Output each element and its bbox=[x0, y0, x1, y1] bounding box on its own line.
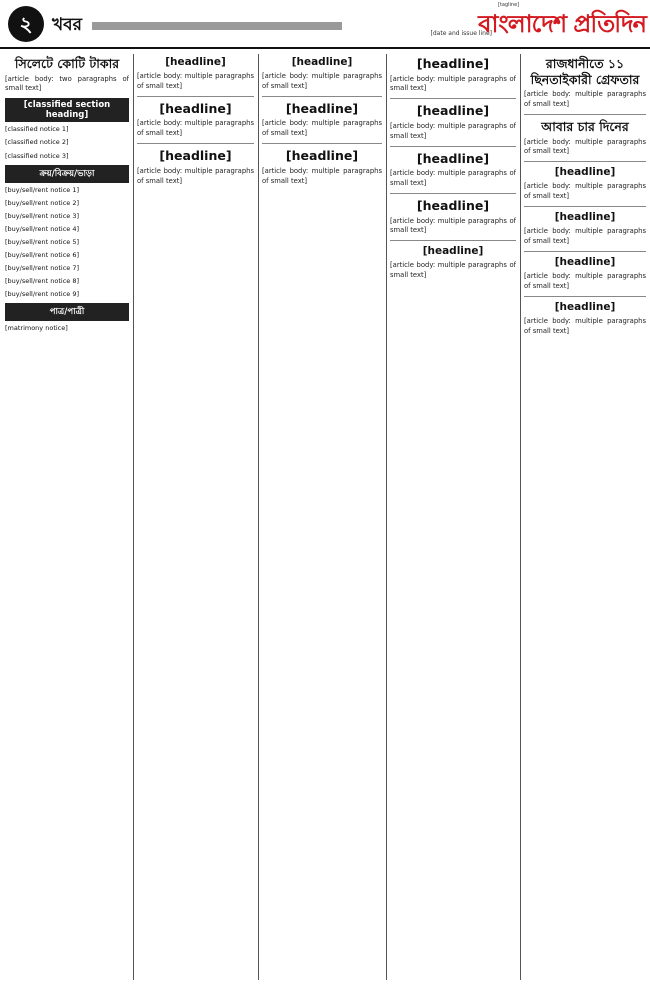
masthead-rule bbox=[0, 47, 650, 49]
article-headline: [headline] bbox=[416, 150, 490, 166]
column-4 bbox=[390, 54, 516, 980]
article-headline: রাজধানীতে ১১ ছিনতাইকারী গ্রেফতার bbox=[530, 56, 640, 87]
article-headline: [headline] bbox=[285, 100, 359, 116]
article-headline: [headline] bbox=[165, 56, 226, 68]
column-5 bbox=[524, 54, 646, 980]
article-body: [article body: multiple paragraphs of small text] bbox=[137, 166, 254, 185]
article-headline: [headline] bbox=[554, 211, 616, 224]
classified-item: [buy/sell/rent notice 8] bbox=[5, 277, 80, 286]
article-body: [article body: multiple paragraphs of small text] bbox=[390, 169, 516, 188]
column-1 bbox=[5, 54, 129, 980]
article-body: [article body: multiple paragraphs of small text] bbox=[262, 166, 382, 185]
article-body: [article body: multiple paragraphs of small text] bbox=[524, 90, 646, 109]
newspaper-logo bbox=[478, 2, 646, 44]
article-headline: [headline] bbox=[554, 300, 616, 313]
article-headline: [headline] bbox=[554, 255, 616, 268]
logo-tagline: [tagline] bbox=[498, 2, 520, 8]
issue-line: [date and issue line] bbox=[430, 30, 492, 37]
article-body: [article body: multiple paragraphs of small text] bbox=[137, 72, 254, 90]
classified-item: [classified notice 1] bbox=[5, 125, 69, 134]
header-rule bbox=[92, 22, 342, 30]
article-separator bbox=[524, 296, 646, 297]
classified-item: [buy/sell/rent notice 6] bbox=[5, 251, 80, 260]
article-headline: [headline] bbox=[159, 100, 232, 116]
classified-item: [classified notice 3] bbox=[5, 151, 69, 160]
article-body: [article body: multiple paragraphs of small text] bbox=[262, 119, 382, 138]
article-body: [article body: multiple paragraphs of small text] bbox=[524, 227, 646, 246]
column-2 bbox=[137, 54, 254, 980]
article-headline: সিলেটে কোটি টাকার bbox=[14, 56, 120, 71]
article-body: [article body: multiple paragraphs of small text] bbox=[524, 272, 646, 290]
article-separator bbox=[524, 161, 646, 162]
article-headline: [headline] bbox=[416, 197, 490, 213]
article-body: [article body: multiple paragraphs of small text] bbox=[262, 72, 382, 90]
article-headline: [headline] bbox=[422, 245, 484, 258]
classified-item: [buy/sell/rent notice 3] bbox=[5, 211, 80, 220]
article-separator bbox=[262, 96, 382, 97]
article-headline: [headline] bbox=[416, 56, 490, 71]
article-headline: [headline] bbox=[285, 148, 359, 164]
article-separator bbox=[390, 193, 516, 194]
article-separator bbox=[390, 146, 516, 147]
article-separator bbox=[262, 143, 382, 144]
article-separator bbox=[390, 98, 516, 99]
article-headline: [headline] bbox=[554, 166, 616, 179]
article-body: [article body: multiple paragraphs of small text] bbox=[137, 119, 254, 138]
masthead bbox=[0, 0, 650, 50]
classified-item: [buy/sell/rent notice 4] bbox=[5, 224, 80, 233]
article-body: [article body: multiple paragraphs of small text] bbox=[524, 316, 646, 335]
article-separator bbox=[137, 143, 254, 144]
article-body: [article body: multiple paragraphs of small text] bbox=[390, 216, 516, 235]
article-body: [article body: multiple paragraphs of small text] bbox=[390, 121, 516, 140]
classified-item: [buy/sell/rent notice 5] bbox=[5, 237, 80, 246]
column-rule bbox=[520, 54, 521, 980]
classified-item: [buy/sell/rent notice 9] bbox=[5, 290, 80, 299]
column-3 bbox=[262, 54, 382, 980]
article-body: [article body: multiple paragraphs of small text] bbox=[524, 137, 646, 156]
article-headline: আবার চার দিনের bbox=[541, 118, 629, 134]
article-headline: [headline] bbox=[291, 56, 353, 68]
classified-header: [classified section heading] bbox=[5, 98, 129, 122]
article-separator bbox=[390, 240, 516, 241]
classified-item: [buy/sell/rent notice 1] bbox=[5, 185, 80, 194]
section-tag: খবর bbox=[52, 15, 82, 35]
classified-item: [classified notice 2] bbox=[5, 138, 69, 147]
column-rule bbox=[133, 54, 134, 980]
page-number-badge: ২ bbox=[8, 6, 44, 42]
matrimony-header: পাত্র/পাত্রী bbox=[5, 303, 129, 321]
article-body: [article body: multiple paragraphs of small text] bbox=[390, 261, 516, 280]
classified-item: [matrimony notice] bbox=[5, 324, 68, 333]
column-rule bbox=[386, 54, 387, 980]
classified-item: [buy/sell/rent notice 7] bbox=[5, 264, 80, 273]
logo-text: বাংলাদেশ প্রতিদিন bbox=[478, 9, 646, 38]
article-separator bbox=[524, 206, 646, 207]
article-body: [article body: multiple paragraphs of small text] bbox=[390, 74, 516, 93]
classified-item: [buy/sell/rent notice 2] bbox=[5, 198, 80, 207]
article-headline: [headline] bbox=[416, 103, 490, 119]
buy-sell-header: ক্রয়/বিক্রয়/ভাড়া bbox=[5, 165, 129, 183]
article-headline: [headline] bbox=[159, 148, 232, 164]
article-separator bbox=[524, 251, 646, 252]
column-rule bbox=[258, 54, 259, 980]
article-body: [article body: multiple paragraphs of small text] bbox=[524, 182, 646, 201]
article-separator bbox=[524, 114, 646, 115]
article-separator bbox=[137, 96, 254, 97]
article-body: [article body: two paragraphs of small text] bbox=[5, 74, 129, 93]
